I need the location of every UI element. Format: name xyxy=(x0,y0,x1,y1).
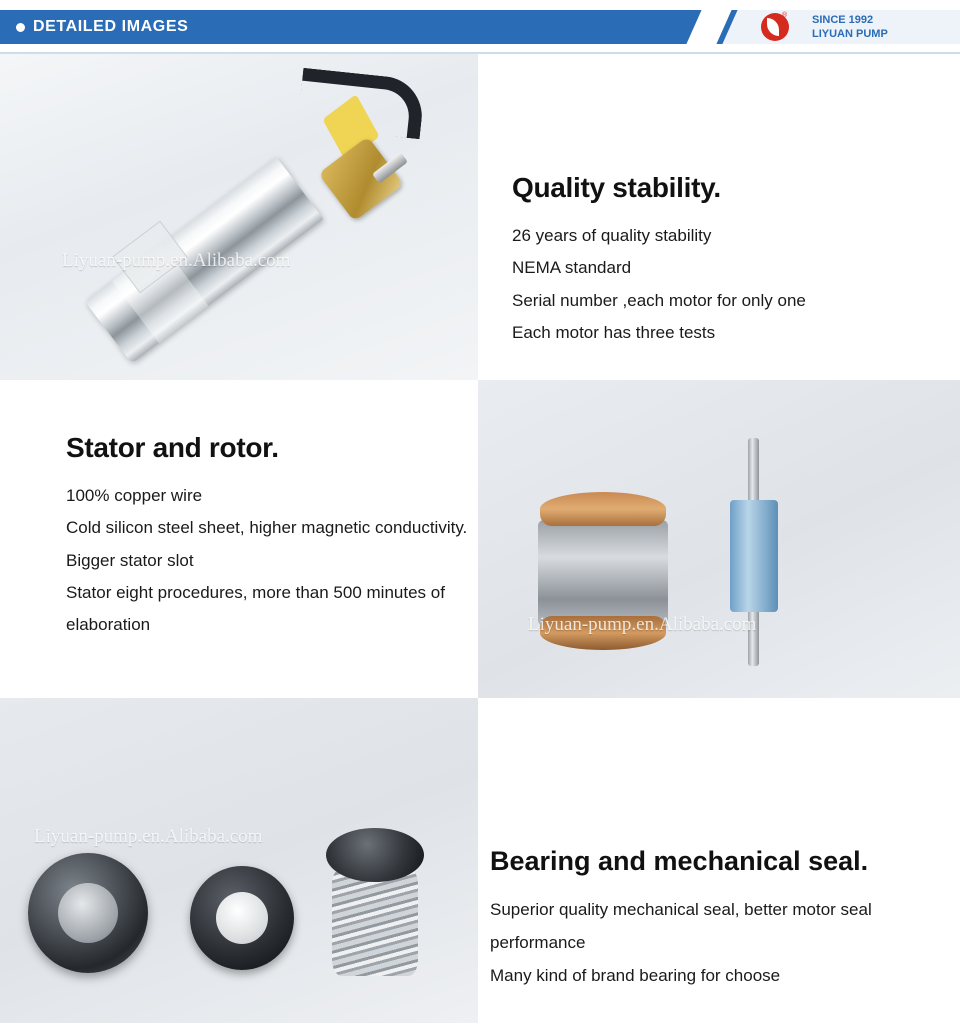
section-line: Superior quality mechanical seal, better motor seal performance xyxy=(490,900,872,953)
page-title: DETAILED IMAGES xyxy=(33,18,189,35)
mechanical-seal-spring-shape xyxy=(332,868,418,976)
watermark: Liyuan-pump.en.Alibaba.com xyxy=(34,826,263,847)
oil-seal-shape xyxy=(190,866,294,970)
section-line: Each motor has three tests xyxy=(512,322,716,342)
mechanical-seal-cap-shape xyxy=(326,828,424,882)
bearing-seal-text xyxy=(490,846,940,992)
section-line: 26 years of quality stability xyxy=(512,226,712,245)
ball-bearing-shape xyxy=(28,853,148,973)
section-quality-stability xyxy=(0,54,960,380)
section-line: 100% copper wire xyxy=(66,486,203,505)
brand-since-line: SINCE 1992 xyxy=(812,14,874,26)
watermark: Liyuan-pump.en.Alibaba.com xyxy=(62,250,291,271)
watermark: Liyuan-pump.en.Alibaba.com xyxy=(528,614,757,635)
section-line: Bigger stator slot xyxy=(66,550,194,570)
motor-brass-head-shape xyxy=(318,136,404,221)
detailed-images-header xyxy=(0,0,960,54)
section-heading: Quality stability. xyxy=(512,172,721,203)
section-line: Serial number ,each motor for only one xyxy=(512,290,806,310)
section-line: Cold silicon steel sheet, higher magnetic conductivity. xyxy=(66,518,468,538)
stator-rotor-text xyxy=(66,432,476,641)
section-line: Many kind of brand bearing for choose xyxy=(490,966,781,986)
registered-mark: ® xyxy=(782,12,788,19)
section-heading: Bearing and mechanical seal. xyxy=(490,846,869,876)
mechanical-seal-shape xyxy=(320,828,430,978)
brand-text-block xyxy=(812,13,888,41)
section-stator-and-rotor xyxy=(0,380,960,698)
section-bearing-and-seal xyxy=(0,698,960,1023)
stator-core-shape xyxy=(538,520,668,626)
section-heading: Stator and rotor. xyxy=(66,432,279,463)
bearing-seal-photo xyxy=(0,698,478,1023)
submersible-motor-photo xyxy=(0,54,478,380)
stator-rotor-photo xyxy=(478,380,960,698)
stator-copper-winding-top-shape xyxy=(540,492,666,526)
bullet-dot-icon xyxy=(16,23,25,32)
rotor-core-shape xyxy=(730,500,778,612)
section-line: Stator eight procedures, more than 500 minutes of elaboration xyxy=(66,582,445,635)
liyuan-logo-icon xyxy=(752,12,798,42)
header-title-group xyxy=(16,10,188,44)
quality-stability-text xyxy=(512,172,942,349)
brand-name-line: LIYUAN PUMP xyxy=(812,28,888,40)
section-line: NEMA standard xyxy=(512,258,632,278)
stator-copper-winding-bottom-shape xyxy=(540,616,666,650)
